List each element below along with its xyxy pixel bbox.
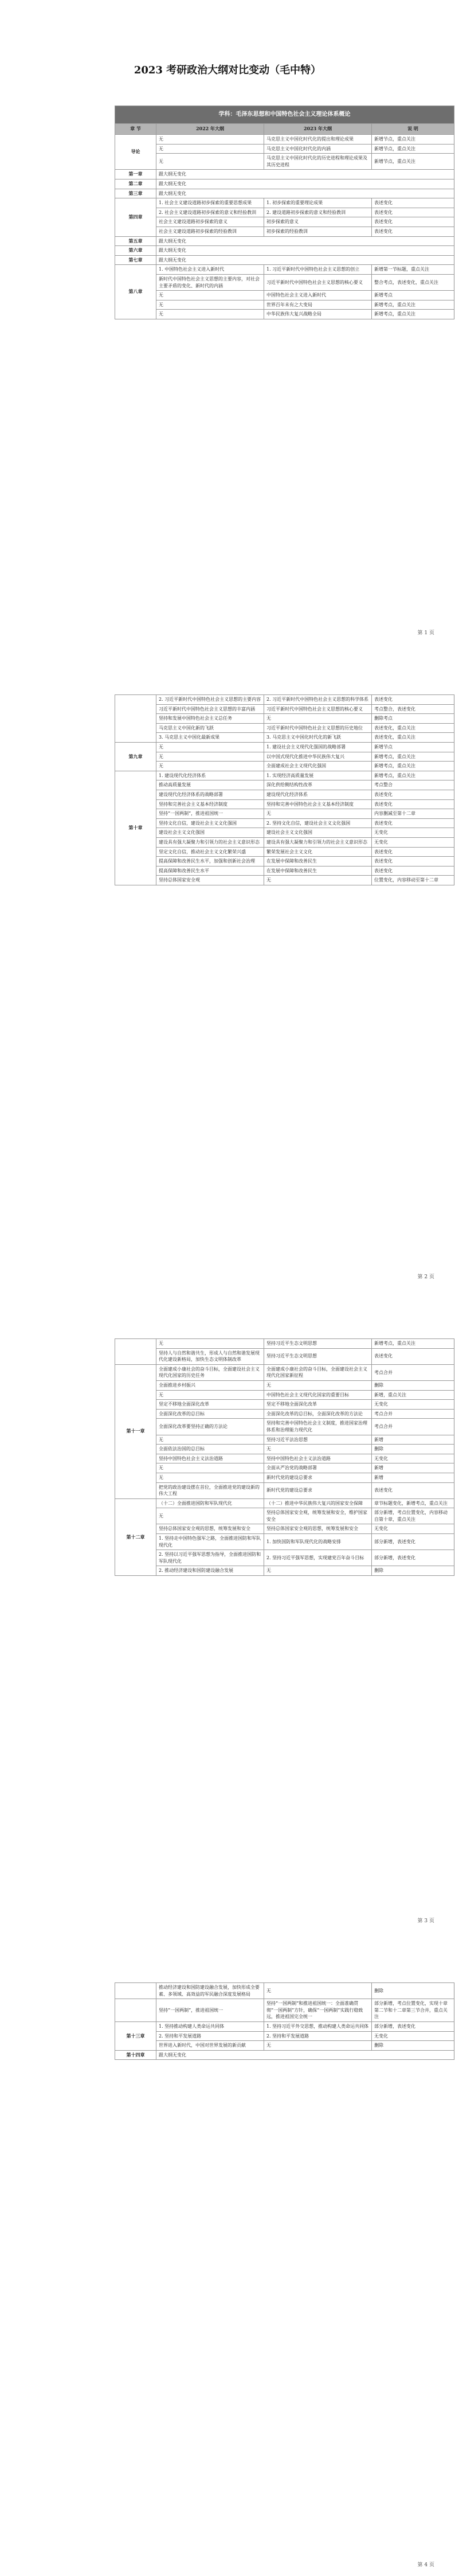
old-outline-cell: 社会主义建设道路初步探索的经验教训 <box>156 227 264 236</box>
table-row <box>115 274 454 290</box>
note-cell: 无变化 <box>372 1524 454 1534</box>
new-outline-cell: 习近平新时代中国特色社会主义思想的历史地位 <box>264 723 372 733</box>
new-outline-cell: 无 <box>264 1380 372 1390</box>
new-outline-cell: 全面建成小康社会的奋斗目标，全面建设社会主义现代化国家新征程 <box>264 1364 372 1380</box>
table-row <box>115 847 454 857</box>
old-outline-cell: 新时代中国特色社会主义思想的主要内容，对社会主要矛盾的变化、新时代的内涵 <box>156 274 264 290</box>
old-outline-cell: 2. 坚持和平发展道路 <box>156 2031 264 2041</box>
note-cell: 新增 <box>372 1435 454 1445</box>
table-row <box>115 236 454 246</box>
table-row <box>115 170 454 179</box>
new-outline-cell: 坚持习近平生态文明思想 <box>264 1339 372 1349</box>
new-outline-cell: 全面建成社会主义现代化强国 <box>264 762 372 771</box>
old-outline-cell: 1. 中国特色社会主义进入新时代 <box>156 265 264 275</box>
note-cell: 新增考点，重点关注 <box>372 752 454 762</box>
table-row <box>115 144 454 154</box>
note-cell: 部分新增，表述变化 <box>372 1550 454 1566</box>
unchanged-cell: 跟大纲无变化 <box>156 170 454 179</box>
table-row <box>115 1390 454 1400</box>
new-outline-cell: 2. 习近平新时代中国特色社会主义思想的科学体系 <box>264 695 372 705</box>
table-row <box>115 790 454 799</box>
old-outline-cell: 推动高质量发展 <box>156 780 264 790</box>
note-cell: 新增考点，重点关注 <box>372 762 454 771</box>
new-outline-cell: 马克思主义中国化时代化的历史进程和理论成果及其历史进程 <box>264 154 372 170</box>
table-row <box>115 714 454 724</box>
new-outline-cell: 1. 实现经济高质量发展 <box>264 771 372 780</box>
table-row <box>115 828 454 838</box>
table-row <box>115 1454 454 1463</box>
old-outline-cell: 坚持人与自然和谐共生，形成人与自然和谐发展现代化建设新格局，加快生态文明体制改革 <box>156 1348 264 1364</box>
table-row <box>115 733 454 743</box>
page-1 <box>0 0 455 644</box>
table-row <box>115 300 454 310</box>
chapter-cell: 第四章 <box>115 198 156 236</box>
note-cell: 部分新增，表述变化 <box>372 1534 454 1550</box>
unchanged-cell: 跟大纲无变化 <box>156 189 454 198</box>
note-cell: 表述变化 <box>372 695 454 705</box>
old-outline-cell: 坚持总体国家安全观的思想，统筹发展和安全 <box>156 1524 264 1534</box>
note-cell: 位置变化，内容移动至第十二章 <box>372 876 454 885</box>
page-2 <box>0 644 455 1288</box>
note-cell: 表述变化，重点关注 <box>372 723 454 733</box>
note-cell: 考点合并 <box>372 1409 454 1419</box>
table-row <box>115 255 454 265</box>
old-outline-cell: 提高保障和改善民生水平，加强和创新社会治理 <box>156 857 264 867</box>
table-row <box>115 780 454 790</box>
old-outline-cell: 马克思主义中国化新的飞跃 <box>156 723 264 733</box>
note-cell: 表述变化 <box>372 1482 454 1498</box>
new-outline-cell: 习近平新时代中国特色社会主义思想的核心要义 <box>264 274 372 290</box>
old-outline-cell: 1. 坚持走中国特色强军之路，全面推进国防和军队现代化 <box>156 1534 264 1550</box>
note-cell: 无变化 <box>372 2031 454 2041</box>
table-row <box>115 723 454 733</box>
new-outline-cell: 无 <box>264 714 372 724</box>
note-cell: 部分新增，考点位置变化，内容移动自第十章，重点关注 <box>372 1508 454 1524</box>
new-outline-cell: 新时代党的建设总要求 <box>264 1482 372 1498</box>
table-row <box>115 1348 454 1364</box>
table-row <box>115 265 454 275</box>
table-row <box>115 762 454 771</box>
note-cell: 考点合并 <box>372 1419 454 1435</box>
subject-banner: 学科：毛泽东思想和中国特色社会主义理论体系概论 <box>115 106 454 124</box>
new-outline-cell: 全面深化改革的总目标，全面深化改革的方法论 <box>264 1409 372 1419</box>
table-row <box>115 1339 454 1349</box>
chapter-cell: 导论 <box>115 135 156 170</box>
table-body <box>115 135 454 319</box>
old-outline-cell: 全面依法治国的总目标 <box>156 1445 264 1454</box>
table-body <box>115 1339 454 1576</box>
new-outline-cell: 建设社会主义文化强国 <box>264 828 372 838</box>
new-outline-cell: 在发展中保障和改善民生 <box>264 866 372 876</box>
chapter-cell: 第五章 <box>115 236 156 246</box>
table-row <box>115 1435 454 1445</box>
new-outline-cell: 坚定不移地全面深化改革 <box>264 1400 372 1410</box>
old-outline-cell: 全面推进乡村振兴 <box>156 1380 264 1390</box>
new-outline-cell: 无 <box>264 1445 372 1454</box>
table-row <box>115 227 454 236</box>
chapter-cell: 第二章 <box>115 179 156 189</box>
chapter-cell: 第十一章 <box>115 1364 156 1498</box>
old-outline-cell: 无 <box>156 1390 264 1400</box>
old-outline-cell: 世界进入新时代，中国对世界发展的新贡献 <box>156 2041 264 2051</box>
old-outline-cell: 提高保障和改善民生水平 <box>156 866 264 876</box>
note-cell: 新增考点，重点关注 <box>372 1339 454 1349</box>
note-cell: 无变化 <box>372 1454 454 1463</box>
unchanged-cell: 跟大纲无变化 <box>156 179 454 189</box>
header-chapter: 章 节 <box>115 124 156 135</box>
old-outline-cell: 坚定文化自信，推动社会主义文化繁荣兴盛 <box>156 847 264 857</box>
note-cell: 新增第一节标题，重点关注 <box>372 265 454 275</box>
old-outline-cell: 无 <box>156 752 264 762</box>
old-outline-cell: 无 <box>156 762 264 771</box>
table-row <box>115 752 454 762</box>
chapter-cell: 第九章 <box>115 742 156 771</box>
table-row <box>115 1550 454 1566</box>
new-outline-cell: 初步探索的意义 <box>264 217 372 227</box>
table-row <box>115 310 454 319</box>
old-outline-cell: 坚定不移地全面深化改革 <box>156 1400 264 1410</box>
table-row <box>115 217 454 227</box>
new-outline-cell: 1. 习近平新时代中国特色社会主义思想的创立 <box>264 265 372 275</box>
old-outline-cell: 推动经济建设和国防建设融合发展，加快形成全要素、多领域、高效益的军民融合深度发展格局 <box>156 1983 264 1999</box>
header-note: 说 明 <box>372 124 454 135</box>
new-outline-cell: 繁荣发展社会主义文化 <box>264 847 372 857</box>
chapter-cell: 第十四章 <box>115 2050 156 2060</box>
chapter-cell: 第七章 <box>115 255 156 265</box>
new-outline-cell: 坚持总体国家安全观的思想，统筹发展和安全 <box>264 1524 372 1534</box>
new-outline-cell: 1. 加快国防和军队现代化的战略安排 <box>264 1534 372 1550</box>
new-outline-cell: 全面从严治党的战略部署 <box>264 1463 372 1473</box>
note-cell: 删除 <box>372 1445 454 1454</box>
table-row <box>115 1524 454 1534</box>
note-cell: 表述变化，重点关注 <box>372 733 454 743</box>
page-3 <box>0 1288 455 1932</box>
old-outline-cell: 无 <box>156 310 264 319</box>
new-outline-cell: 无 <box>264 876 372 885</box>
new-outline-cell: 以中国式现代化推进中华民族伟大复兴 <box>264 752 372 762</box>
new-outline-cell: 2. 建设道路初步探索的意义和经验教训 <box>264 208 372 217</box>
chapter-cell: 第十三章 <box>115 2021 156 2050</box>
old-outline-cell: 社会主义建设道路初步探索的意义 <box>156 217 264 227</box>
new-outline-cell: 2. 坚持文化自信，建设社会主义文化强国 <box>264 818 372 828</box>
new-outline-cell: 坚持“一国两制”和推进祖国统一：全面准确贯彻“一国两制”方针，确保“一国两制”实践行稳致远，推进祖国完全统一 <box>264 1999 372 2022</box>
new-outline-cell: 1. 建设社会主义现代化强国的战略部署 <box>264 742 372 752</box>
note-cell: 章节标题变化，新增考点，重点关注 <box>372 1498 454 1508</box>
old-outline-cell: 习近平新时代中国特色社会主义思想的丰富内涵 <box>156 704 264 714</box>
note-cell: 考点整合，表述变化 <box>372 704 454 714</box>
comparison-table-page-2 <box>115 694 454 885</box>
old-outline-cell: 把党的政治建设摆在首位，全面推进党的建设新的伟大工程 <box>156 1482 264 1498</box>
unchanged-cell: 跟大纲无变化 <box>156 255 454 265</box>
new-outline-cell: 世界百年未有之大变局 <box>264 300 372 310</box>
new-outline-cell: 1. 初步探索的重要理论成果 <box>264 198 372 208</box>
new-outline-cell: 习近平新时代中国特色社会主义思想的核心要义 <box>264 704 372 714</box>
old-outline-cell: 全面深化改革的总目标 <box>156 1409 264 1419</box>
header-2022: 2022 年大纲 <box>156 124 264 135</box>
page-number: 第 3 页 <box>417 1918 434 1924</box>
table-row <box>115 198 454 208</box>
note-cell: 整合考点，表述变化，重点关注 <box>372 274 454 290</box>
note-cell: 新增考点，重点关注 <box>372 300 454 310</box>
new-outline-cell: 马克思主义中国化时代化的提出和理论成果 <box>264 135 372 145</box>
note-cell: 新增节点 <box>372 742 454 752</box>
new-outline-cell: 初步探索的经验教训 <box>264 227 372 236</box>
old-outline-cell: 坚持“一国两制”，推进祖国统一 <box>156 1999 264 2022</box>
comparison-table-page-1 <box>115 106 454 319</box>
table-row <box>115 1409 454 1419</box>
new-outline-cell: 新时代党的建设总要求 <box>264 1473 372 1482</box>
new-outline-cell: 坚持和完善中国特色社会主义基本经济制度 <box>264 799 372 809</box>
note-cell: 新增考点，重点关注 <box>372 771 454 780</box>
new-outline-cell: 中国特色社会主义进入新时代 <box>264 291 372 300</box>
table-row <box>115 1364 454 1380</box>
old-outline-cell: 2. 习近平新时代中国特色社会主义思想的主要内容 <box>156 695 264 705</box>
note-cell: 新增 <box>372 1473 454 1482</box>
table-row <box>115 1482 454 1498</box>
old-outline-cell: 无 <box>156 144 264 154</box>
note-cell: 表述变化 <box>372 799 454 809</box>
table-row <box>115 1463 454 1473</box>
note-cell: 删除考点 <box>372 714 454 724</box>
table-row <box>115 1380 454 1390</box>
old-outline-cell: 无 <box>156 1463 264 1473</box>
page-number: 第 2 页 <box>417 1274 434 1280</box>
note-cell: 表述变化 <box>372 847 454 857</box>
old-outline-cell: 无 <box>156 135 264 145</box>
new-outline-cell: 马克思主义中国化时代化的内涵 <box>264 144 372 154</box>
old-outline-cell: 建设社会主义文化强国 <box>156 828 264 838</box>
note-cell: 无变化 <box>372 1400 454 1410</box>
old-outline-cell: 3. 马克思主义中国化最新成果 <box>156 733 264 743</box>
new-outline-cell: 3. 马克思主义中国化时代化的新飞跃 <box>264 733 372 743</box>
note-cell: 新增节点，重点关注 <box>372 135 454 145</box>
new-outline-cell: 中国特色社会主义现代化国家的重要目标 <box>264 1390 372 1400</box>
note-cell: 表述变化 <box>372 198 454 208</box>
note-cell: 表述变化 <box>372 208 454 217</box>
chapter-cell: 第一章 <box>115 170 156 179</box>
table-row <box>115 695 454 705</box>
unchanged-cell: 跟大纲无变化 <box>156 246 454 256</box>
table-row <box>115 246 454 256</box>
chapter-cell <box>115 1983 156 1999</box>
table-row <box>115 2031 454 2041</box>
table-row <box>115 291 454 300</box>
table-row <box>115 2050 454 2060</box>
old-outline-cell: 1. 社会主义建设道路初步探索的重要思想成果 <box>156 198 264 208</box>
new-outline-cell: 中华民族伟大复兴战略全局 <box>264 310 372 319</box>
new-outline-cell: 建设现代化经济体系 <box>264 790 372 799</box>
note-cell: 考点合并 <box>372 1364 454 1380</box>
table-body <box>115 695 454 885</box>
page-number: 第 4 页 <box>417 2562 434 2568</box>
table-row <box>115 135 454 145</box>
old-outline-cell: 1. 建设现代化经济体系 <box>156 771 264 780</box>
table-row <box>115 1498 454 1508</box>
table-row <box>115 154 454 170</box>
old-outline-cell: 无 <box>156 742 264 752</box>
table-row <box>115 799 454 809</box>
chapter-cell: 第十二章 <box>115 1498 156 1575</box>
note-cell: 新增考点 <box>372 291 454 300</box>
comparison-table-page-3 <box>115 1338 454 1576</box>
new-outline-cell: 在发展中保障和改善民生 <box>264 857 372 867</box>
old-outline-cell: 2. 社会主义建设道路初步探索的意义和经验教训 <box>156 208 264 217</box>
note-cell: 删除 <box>372 2041 454 2051</box>
unchanged-cell: 跟大纲无变化 <box>156 2050 454 2060</box>
table-row <box>115 2041 454 2051</box>
new-outline-cell: 无 <box>264 1983 372 1999</box>
old-outline-cell: 坚持总体国家安全观 <box>156 876 264 885</box>
table-row <box>115 1566 454 1576</box>
note-cell: 表述变化 <box>372 790 454 799</box>
new-outline-cell: 坚持和完善中国特色社会主义制度，推进国家治理体系和治理能力现代化 <box>264 1419 372 1435</box>
document-title: 2023 考研政治大纲对比变动（毛中特） <box>134 64 321 76</box>
table-row <box>115 1999 454 2022</box>
table-body <box>115 1983 454 2060</box>
new-outline-cell: 坚持中国特色社会主义法治道路 <box>264 1454 372 1463</box>
old-outline-cell: 建设现代化经济体系的战略部署 <box>156 790 264 799</box>
old-outline-cell: 无 <box>156 1339 264 1349</box>
note-cell: 表述变化 <box>372 1348 454 1364</box>
new-outline-cell: 坚持总体国家安全观，统筹发展和安全，维护国家安全 <box>264 1508 372 1524</box>
table-row <box>115 2021 454 2031</box>
old-outline-cell: 2. 推动经济建设和国防建设融合发展 <box>156 1566 264 1576</box>
table-row <box>115 1400 454 1410</box>
note-cell: 删除 <box>372 1380 454 1390</box>
old-outline-cell: 无 <box>156 291 264 300</box>
old-outline-cell: 坚持中国特色社会主义法治道路 <box>156 1454 264 1463</box>
page-4 <box>0 1932 455 2576</box>
table-row <box>115 866 454 876</box>
old-outline-cell: 无 <box>156 300 264 310</box>
note-cell: 表述变化 <box>372 217 454 227</box>
new-outline-cell: 无 <box>264 809 372 819</box>
new-outline-cell: 1. 坚持习近平外交思想，推动构建人类命运共同体 <box>264 2021 372 2031</box>
chapter-cell <box>115 1999 156 2022</box>
old-outline-cell: 无 <box>156 1473 264 1482</box>
table-row <box>115 208 454 217</box>
old-outline-cell: 无 <box>156 1435 264 1445</box>
new-outline-cell: 2. 坚持习近平强军思想，实现建党百年奋斗目标 <box>264 1550 372 1566</box>
note-cell: 新增节点，重点关注 <box>372 154 454 170</box>
table-row <box>115 876 454 885</box>
note-cell: 部分新增，表述变化 <box>372 2021 454 2031</box>
note-cell: 新增 <box>372 1463 454 1473</box>
header-2023: 2023 年大纲 <box>264 124 372 135</box>
table-row <box>115 818 454 828</box>
table-row <box>115 857 454 867</box>
table-row <box>115 771 454 780</box>
comparison-table-page-4 <box>115 1982 454 2060</box>
page-number: 第 1 页 <box>417 630 434 636</box>
chapter-cell: 第十章 <box>115 771 156 885</box>
new-outline-cell: 深化供给侧结构性改革 <box>264 780 372 790</box>
old-outline-cell: 坚持和完善社会主义基本经济制度 <box>156 799 264 809</box>
note-cell: 删除 <box>372 1566 454 1576</box>
old-outline-cell: 坚持“一国两制”，推进祖国统一 <box>156 809 264 819</box>
new-outline-cell: 坚持习近平生态文明思想 <box>264 1348 372 1364</box>
chapter-cell <box>115 1339 156 1365</box>
note-cell: 无变化 <box>372 837 454 847</box>
table-row <box>115 189 454 198</box>
chapter-cell <box>115 695 156 743</box>
table-row <box>115 1419 454 1435</box>
table-row <box>115 1983 454 1999</box>
new-outline-cell: 建设具有强大凝聚力和引领力的社会主义意识形态 <box>264 837 372 847</box>
new-outline-cell: 无 <box>264 2041 372 2051</box>
table-row <box>115 704 454 714</box>
old-outline-cell: 坚持和发展中国特色社会主义总任务 <box>156 714 264 724</box>
new-outline-cell: 无 <box>264 1566 372 1576</box>
new-outline-cell: 2. 坚持和平发展道路 <box>264 2031 372 2041</box>
note-cell: 表述变化 <box>372 818 454 828</box>
note-cell: 表述变化 <box>372 866 454 876</box>
table-row <box>115 809 454 819</box>
table-row <box>115 837 454 847</box>
old-outline-cell: 无 <box>156 154 264 170</box>
table-row <box>115 742 454 752</box>
chapter-cell: 第三章 <box>115 189 156 198</box>
note-cell: 新增，重点关注 <box>372 1390 454 1400</box>
chapter-cell: 第八章 <box>115 265 156 319</box>
note-cell: 考点整合 <box>372 780 454 790</box>
old-outline-cell: 全面深化改革要坚持正确的方法论 <box>156 1419 264 1435</box>
unchanged-cell: 跟大纲无变化 <box>156 236 454 246</box>
table-row <box>115 1508 454 1524</box>
old-outline-cell: 建设具有强大凝聚力和引领力的社会主义意识形态 <box>156 837 264 847</box>
old-outline-cell: 1. 坚持推动构建人类命运共同体 <box>156 2021 264 2031</box>
old-outline-cell: 2. 坚持以习近平强军思想为指导，全面推进国防和军队现代化 <box>156 1550 264 1566</box>
note-cell: 新增节点，重点关注 <box>372 144 454 154</box>
table-row <box>115 179 454 189</box>
old-outline-cell: 全面建成小康社会的奋斗目标，全面建设社会主义现代化国家的历史任务 <box>156 1364 264 1380</box>
note-cell: 内容删减至第十二章 <box>372 809 454 819</box>
note-cell: 表述变化 <box>372 857 454 867</box>
note-cell: 无变化 <box>372 828 454 838</box>
old-outline-cell: 无 <box>156 1508 264 1524</box>
note-cell: 部分新增，考点位置变化，实现十章第二节和十二章第三节合并，重点关注 <box>372 1999 454 2022</box>
table-row <box>115 1473 454 1482</box>
note-cell: 删除 <box>372 1983 454 1999</box>
table-row <box>115 1534 454 1550</box>
table-row <box>115 1445 454 1454</box>
chapter-cell: 第六章 <box>115 246 156 256</box>
note-cell: 新增考点，重点关注 <box>372 310 454 319</box>
old-outline-cell: （十二）全面推进国防和军队现代化 <box>156 1498 264 1508</box>
old-outline-cell: 坚持文化自信，建设社会主义文化强国 <box>156 818 264 828</box>
new-outline-cell: 坚持习近平法治思想 <box>264 1435 372 1445</box>
note-cell: 表述变化 <box>372 227 454 236</box>
new-outline-cell: （十二）推进中华民族伟大复兴的国家安全保障 <box>264 1498 372 1508</box>
